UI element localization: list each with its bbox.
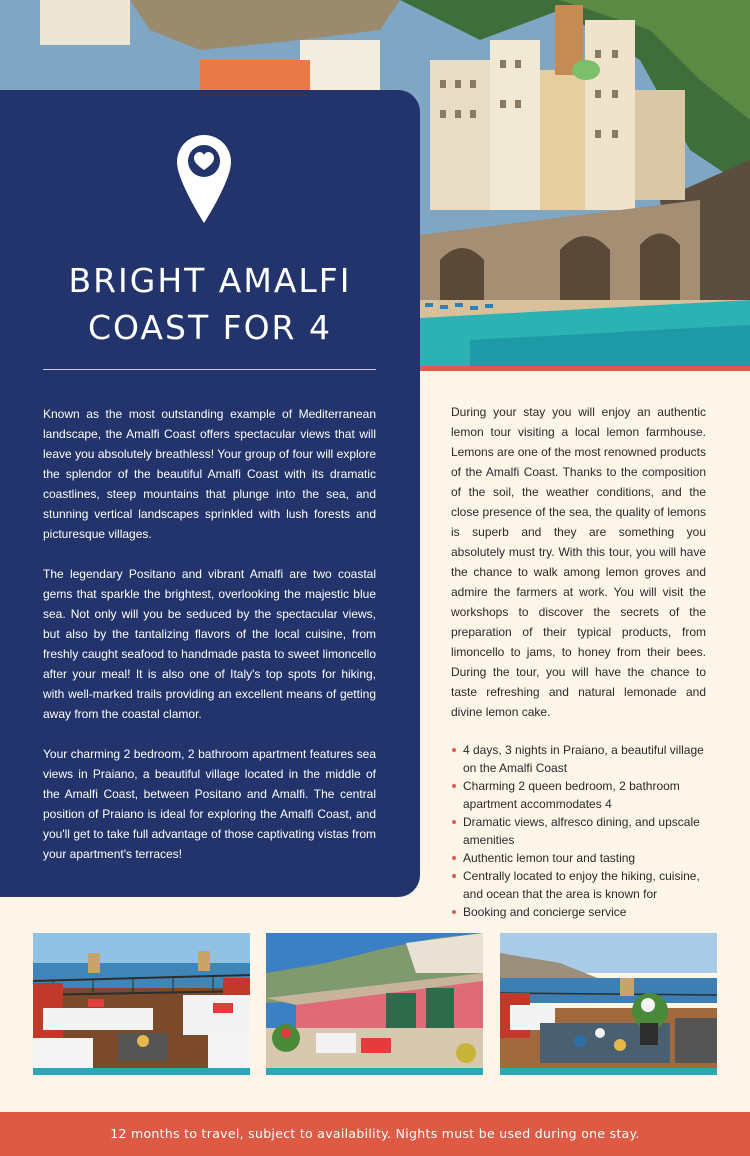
- feature-text: Authentic lemon tour and tasting: [463, 851, 636, 865]
- pink-house-terrace-photo: [266, 933, 483, 1075]
- title-line-1: BRIGHT AMALFI: [68, 261, 352, 300]
- balcony-dining-photo: [500, 933, 717, 1075]
- feature-text: 4 days, 3 nights in Praiano, a beautiful village on the Amalfi Coast: [463, 743, 704, 775]
- intro-text: [43, 404, 376, 884]
- hero-accent-rule: [420, 366, 750, 371]
- bullet-icon: [452, 874, 456, 878]
- page-title: [0, 257, 420, 351]
- footer-banner: [0, 1112, 750, 1156]
- bullet-icon: [452, 910, 456, 914]
- title-divider: [43, 369, 376, 370]
- map-pin-heart-icon: [177, 135, 231, 223]
- list-item: [451, 813, 706, 849]
- bullet-icon: [452, 856, 456, 860]
- list-item: [451, 741, 706, 777]
- photo-accent-bar: [266, 1068, 483, 1075]
- photo-accent-bar: [33, 1068, 250, 1075]
- details-column: [451, 402, 706, 921]
- terrace-lounger-photo: [33, 933, 250, 1075]
- feature-text: Charming 2 queen bedroom, 2 bathroom apartment accommodates 4: [463, 779, 680, 811]
- lemon-tour-paragraph: During your stay you will enjoy an authentic lemon tour visiting a local lemon farmhouse. Lemons are one of the most renowned products of the Amalfi Coast. Thanks to the composition of the soil, the weather conditions, and the close presence of the sea, the quality of lemons is superb and they are something you absolutely must try. With this tour, you will have the chance to walk among lemon groves and admire the farmers at work. You will visit the workshops to discover the secrets of the preparation of their typical products, from limoncello to jams, to honey from their bees. During the tour, you will have the chance to taste refreshing and natural lemonade and divine lemon cake.: [451, 405, 706, 719]
- bullet-icon: [452, 784, 456, 788]
- list-item: [451, 777, 706, 813]
- intro-panel: [0, 90, 420, 897]
- intro-paragraph-3: Your charming 2 bedroom, 2 bathroom apartment features sea views in Praiano, a beautiful village located in the middle of the Amalfi Coast, between Positano and Amalfi. The central position of Praiano is ideal for exploring the Amalfi Coast, and you'll get to take full advantage of those captivating vistas from your apartment's terraces!: [43, 747, 376, 861]
- photo-gallery: [0, 933, 750, 1075]
- feature-text: Dramatic views, alfresco dining, and upscale amenities: [463, 815, 700, 847]
- feature-text: Centrally located to enjoy the hiking, cuisine, and ocean that the area is known for: [463, 869, 700, 901]
- list-item: [451, 903, 706, 921]
- intro-paragraph-1: Known as the most outstanding example of Mediterranean landscape, the Amalfi Coast offers spectacular views that will leave you absolutely breathless! Your group of four will explore the splendor of the beautiful Amalfi Coast with its dramatic coastlines, steep mountains that plunge into the sea, and stunning vertical landscapes sprinkled with lush forests and picturesque villages.: [43, 407, 376, 541]
- footer-text: 12 months to travel, subject to availability. Nights must be used during one stay.: [110, 1126, 640, 1141]
- photo-accent-bar: [500, 1068, 717, 1075]
- feature-list: [451, 741, 706, 921]
- feature-text: Booking and concierge service: [463, 905, 627, 919]
- bullet-icon: [452, 820, 456, 824]
- bullet-icon: [452, 748, 456, 752]
- list-item: [451, 849, 706, 867]
- intro-paragraph-2: The legendary Positano and vibrant Amalfi are two coastal gems that sparkle the brightest, overlooking the majestic blue sea. Not only will you be seduced by the spectacular views, but also by the tantalizing flavors of the local cuisine, from freshly caught seafood to handmade pasta to sweet limoncello after your meal! It is also one of Italy's top spots for hiking, with well-marked trails providing an excellent means of getting away from the coastal clamor.: [43, 567, 376, 721]
- title-line-2: COAST FOR 4: [88, 308, 332, 347]
- list-item: [451, 867, 706, 903]
